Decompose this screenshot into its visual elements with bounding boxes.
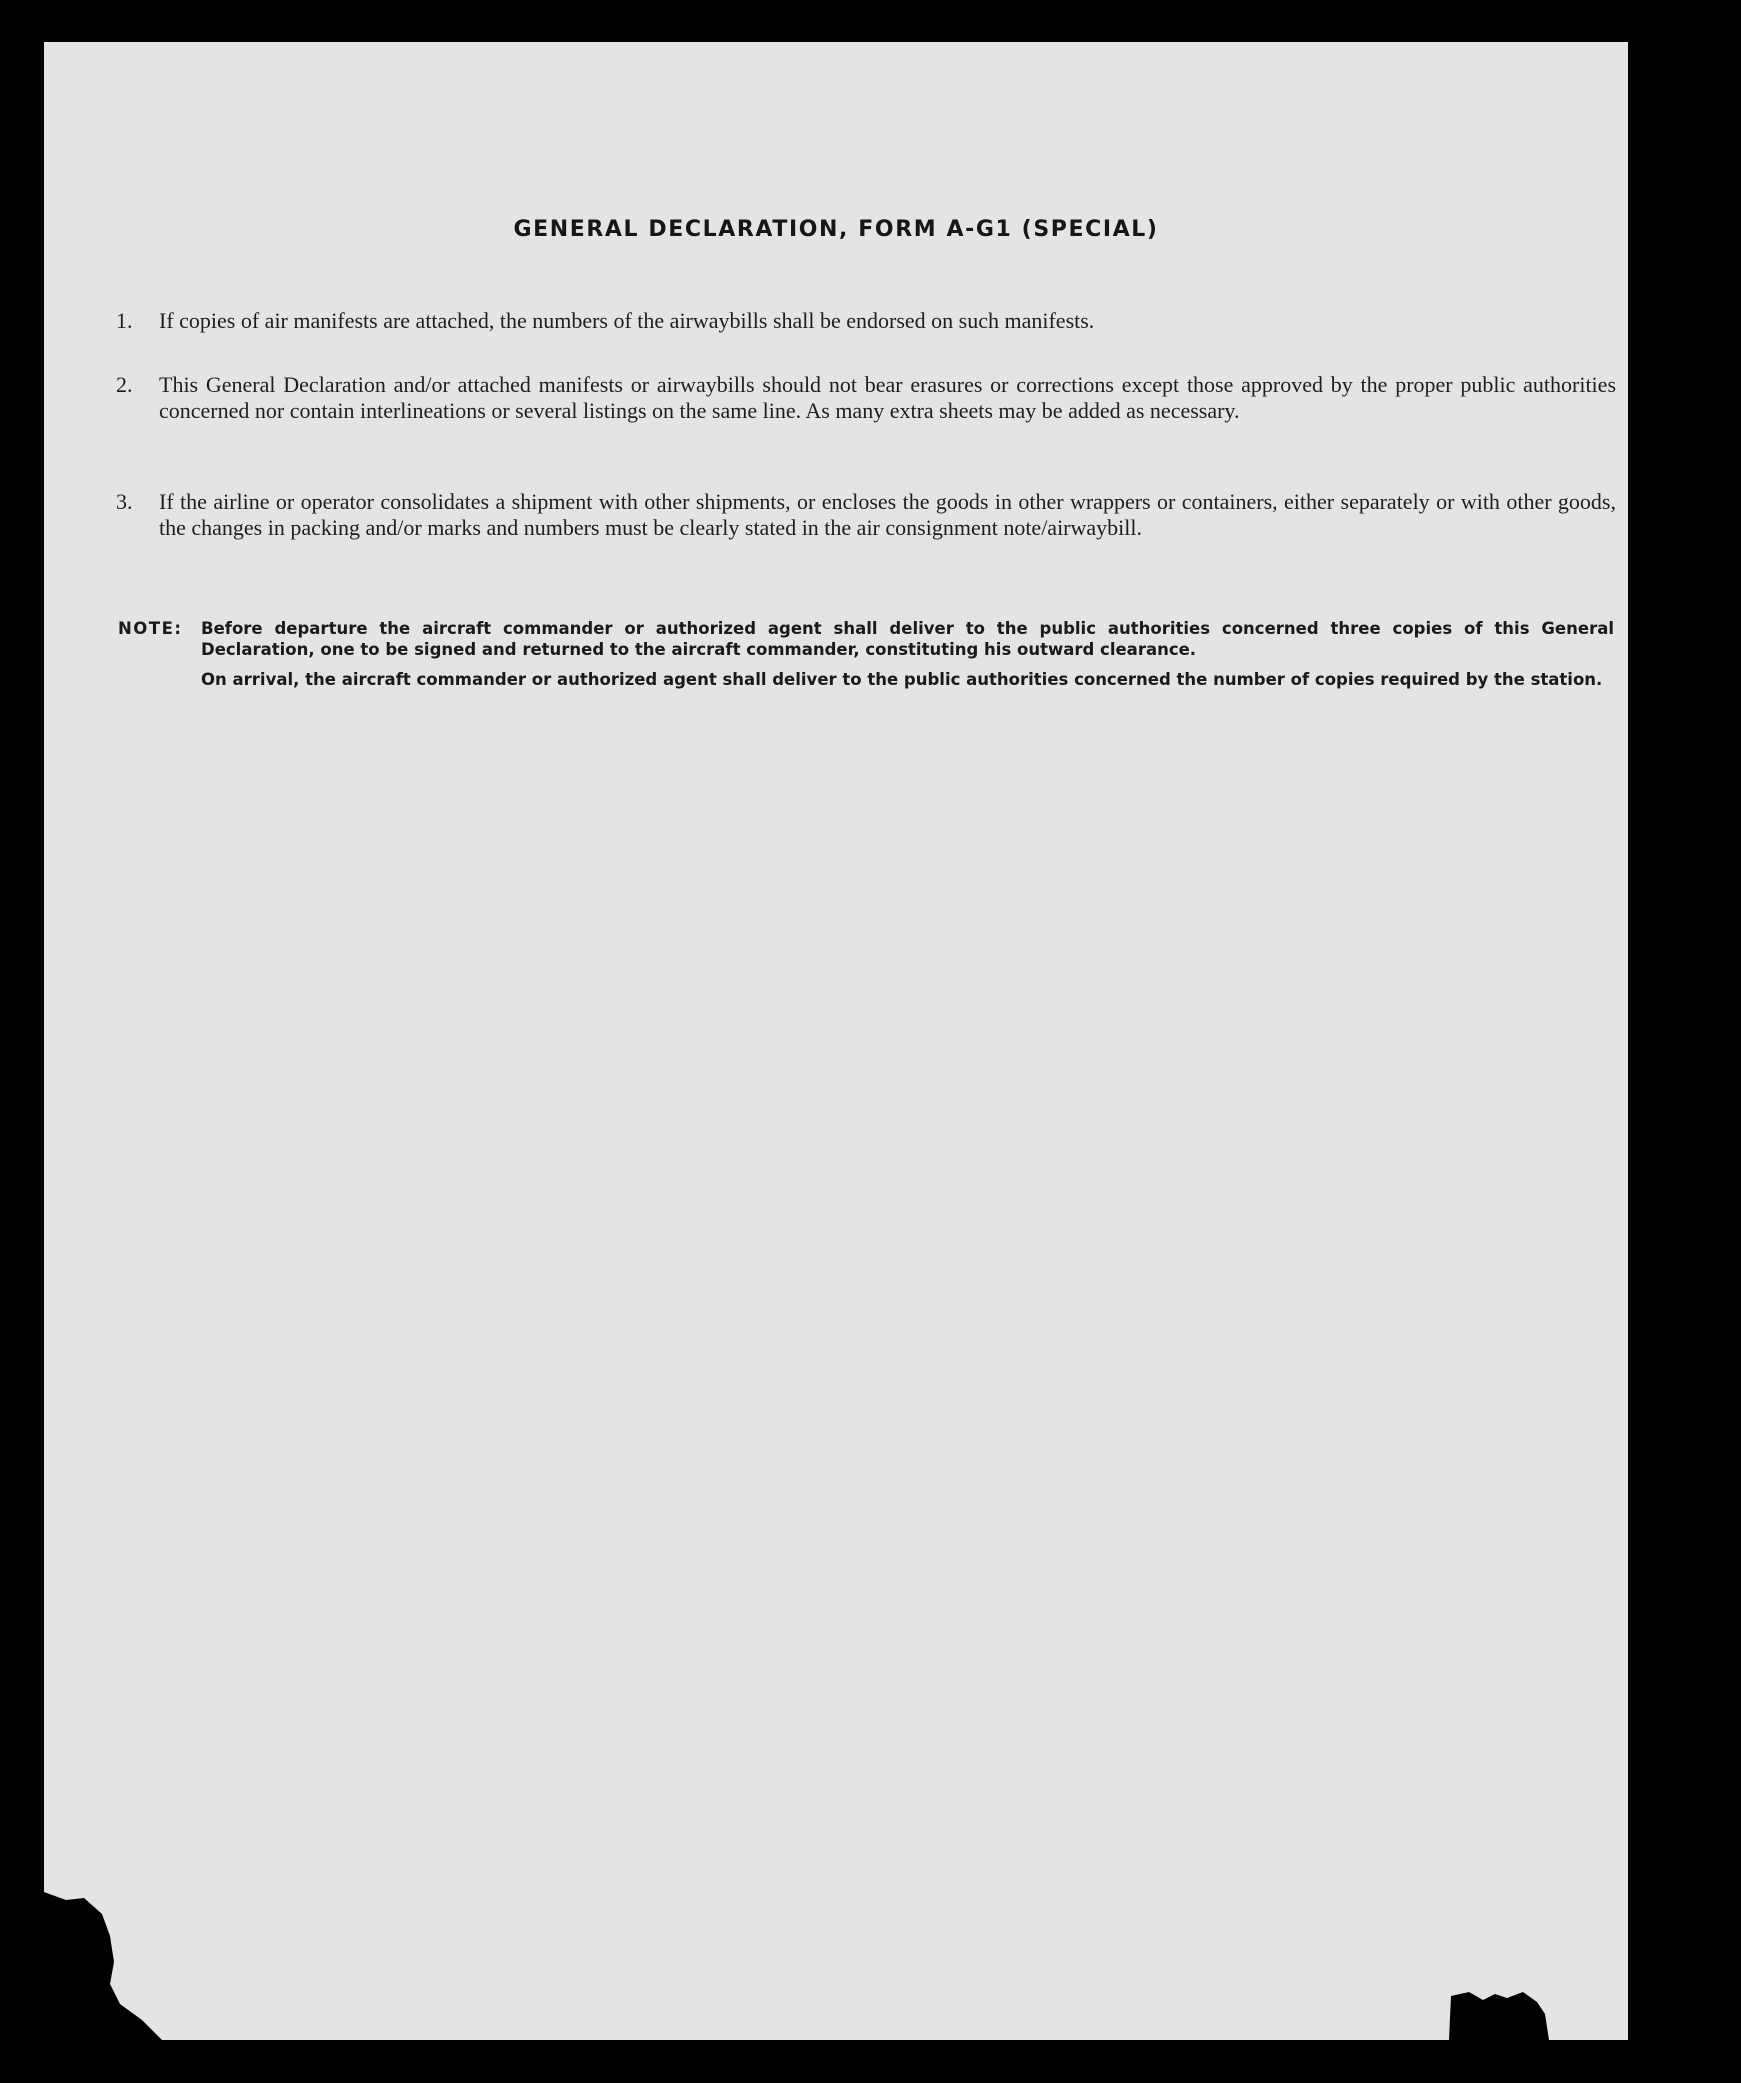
torn-corner-right [1449, 1990, 1589, 2040]
document-page [44, 42, 1628, 2040]
instruction-item-3 [116, 489, 1616, 540]
item-text: If the airline or operator consolidates a shipment with other shipments, or encloses the goods in other wrappers or containers, either separately or with other goods, the changes in packing and/or marks and numbers must be clearly stated in the air consignment note/airwaybill. [159, 489, 1616, 540]
item-number: 2. [116, 372, 133, 397]
document-title: GENERAL DECLARATION, FORM A-G1 (SPECIAL) [513, 217, 1159, 242]
item-text: This General Declaration and/or attached manifests or airwaybills should not bear erasures or corrections except those approved by the proper public authorities concerned nor contain interlineations or several listings on the same line. As many extra sheets may be added as necessary. [159, 372, 1616, 423]
instruction-item-1 [116, 308, 1616, 334]
note-section [118, 618, 1614, 690]
torn-corner-left [44, 1892, 174, 2040]
item-number: 3. [116, 489, 133, 514]
note-paragraph-arrival: On arrival, the aircraft commander or authorized agent shall deliver to the public authorities concerned the number of copies required by the station. [201, 670, 1603, 689]
item-text: If copies of air manifests are attached, the numbers of the airwaybills shall be endorsed on such manifests. [159, 308, 1095, 333]
note-label: NOTE: [118, 619, 183, 638]
item-number: 1. [116, 308, 133, 333]
note-paragraph-departure: Before departure the aircraft commander or authorized agent shall deliver to the public authorities concerned three copies of this General Declaration, one to be signed and returned to the aircraft commander, constituting his outward clearance. [201, 619, 1614, 659]
instruction-item-2 [116, 372, 1616, 423]
